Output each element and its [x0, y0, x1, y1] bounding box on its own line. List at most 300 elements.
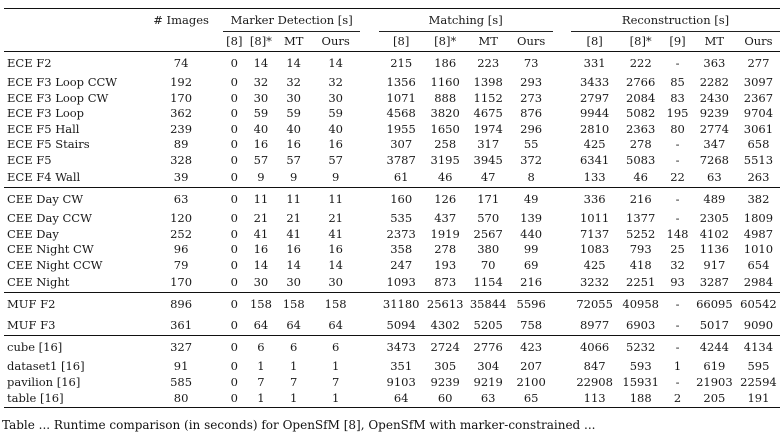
marker-detection-cell: 16 — [253, 242, 269, 256]
spacer — [553, 188, 571, 212]
spacer — [360, 336, 378, 360]
reconstruction-cell: 7268 — [699, 152, 729, 167]
marker-detection-cell: 0 — [230, 359, 238, 373]
spacer — [360, 91, 378, 107]
reconstruction-cell: 22 — [670, 170, 685, 184]
image-count: 239 — [170, 121, 193, 136]
table-row — [4, 168, 780, 188]
spacer — [360, 153, 378, 169]
reconstruction-cell: 6903 — [626, 318, 656, 332]
reconstruction-cell: 2282 — [699, 75, 729, 89]
reconstruction-cell: 5083 — [626, 152, 656, 167]
reconstruction-cell: 25 — [670, 242, 685, 256]
reconstruction-cell: 1809 — [743, 211, 774, 225]
reconstruction-cell: 2305 — [699, 211, 729, 225]
spacer — [553, 91, 571, 107]
image-count: 80 — [139, 390, 223, 408]
spacer — [553, 227, 571, 243]
reconstruction-cell: 195 — [666, 106, 689, 120]
image-count: 252 — [170, 226, 193, 241]
matching-cell: 49 — [510, 188, 553, 212]
spacer — [553, 106, 571, 122]
matching-cell: 372 — [520, 152, 543, 167]
reconstruction-cell: 5017 — [699, 318, 729, 332]
reconstruction-cell: 793 — [629, 242, 652, 256]
table-row — [4, 390, 780, 408]
col-md-ours: Ours — [321, 34, 350, 48]
matching-cell: 2373 — [386, 226, 416, 241]
marker-detection-cell: 1 — [311, 390, 360, 408]
marker-detection-cell: 1 — [290, 359, 298, 373]
image-count: 89 — [173, 137, 189, 151]
matching-cell: 9219 — [473, 374, 503, 389]
reconstruction-cell: 32 — [670, 257, 685, 272]
marker-detection-cell: 9 — [257, 170, 265, 184]
spacer — [360, 75, 378, 91]
table-row — [4, 153, 780, 169]
reconstruction-cell: - — [675, 137, 680, 151]
matching-cell: 9239 — [430, 374, 460, 389]
marker-detection-cell: 30 — [286, 275, 301, 289]
col-mt-8star: [8]* — [434, 34, 457, 48]
matching-cell: 69 — [523, 257, 539, 272]
matching-cell: 3195 — [430, 152, 460, 167]
image-count: 192 — [170, 75, 193, 89]
marker-detection-cell: 21 — [253, 211, 269, 225]
marker-detection-cell: 6 — [276, 336, 311, 360]
reconstruction-cell: 4244 — [692, 336, 737, 360]
matching-cell: 307 — [390, 137, 413, 151]
reconstruction-cell: 654 — [747, 257, 770, 272]
matching-cell: 5205 — [473, 318, 503, 332]
matching-cell: 70 — [480, 257, 496, 272]
reconstruction-cell: 489 — [692, 188, 737, 212]
dataset-name: ECE F5 Hall — [7, 121, 80, 136]
reconstruction-cell: 619 — [703, 359, 726, 373]
reconstruction-cell: 21903 — [696, 374, 733, 389]
marker-detection-cell: 0 — [230, 75, 238, 89]
header-reconstruction: Reconstruction [s] — [571, 9, 780, 32]
dataset-name: CEE Night — [7, 275, 70, 289]
header-matching: Matching [s] — [379, 9, 553, 32]
spacer — [553, 75, 571, 91]
reconstruction-cell: 9944 — [579, 106, 610, 120]
reconstruction-cell: 40958 — [618, 293, 663, 317]
matching-cell: 296 — [520, 121, 543, 136]
matching-cell: 247 — [390, 257, 413, 272]
dataset-name: CEE Day — [7, 226, 59, 241]
marker-detection-cell: 59 — [328, 106, 343, 120]
marker-detection-cell: 41 — [328, 226, 343, 241]
spacer — [360, 106, 378, 122]
reconstruction-cell: 1083 — [579, 242, 610, 256]
matching-cell: 186 — [424, 52, 467, 76]
reconstruction-cell: 2774 — [699, 121, 729, 136]
reconstruction-cell: 4987 — [743, 226, 774, 241]
marker-detection-cell: 0 — [230, 152, 238, 167]
image-count: 327 — [139, 336, 223, 360]
table-body — [4, 52, 780, 408]
dataset-name: ECE F2 — [4, 52, 139, 76]
matching-cell: 193 — [434, 257, 457, 272]
reconstruction-cell: 63 — [707, 170, 722, 184]
matching-cell: 46 — [437, 170, 453, 184]
spacer — [553, 153, 571, 169]
table-row — [4, 137, 780, 153]
reconstruction-cell: 5232 — [618, 336, 663, 360]
matching-cell: 358 — [390, 242, 413, 256]
marker-detection-cell: 0 — [223, 293, 246, 317]
marker-detection-cell: 0 — [223, 390, 246, 408]
spacer — [553, 122, 571, 138]
spacer — [553, 316, 571, 336]
matching-cell: 317 — [477, 137, 500, 151]
marker-detection-cell: 32 — [286, 75, 301, 89]
image-count: 362 — [170, 106, 193, 120]
spacer — [553, 211, 571, 227]
reconstruction-cell: 3061 — [743, 121, 774, 136]
reconstruction-cell: 2363 — [626, 121, 656, 136]
marker-detection-cell: 0 — [230, 121, 238, 136]
matching-cell: 273 — [520, 90, 543, 105]
reconstruction-cell: 2430 — [699, 90, 729, 105]
spacer — [360, 316, 378, 336]
header-row-methods — [4, 32, 780, 52]
col-rc-mt: MT — [704, 34, 725, 48]
reconstruction-cell: 425 — [583, 137, 606, 151]
reconstruction-cell: 658 — [747, 137, 770, 151]
col-rc-ours: Ours — [744, 34, 773, 48]
reconstruction-cell: 4066 — [571, 336, 618, 360]
image-count: 896 — [139, 293, 223, 317]
marker-detection-cell: 41 — [286, 226, 301, 241]
image-count: 74 — [139, 52, 223, 76]
matching-cell: 258 — [434, 137, 457, 151]
image-count: 328 — [170, 152, 193, 167]
reconstruction-cell: - — [663, 293, 692, 317]
reconstruction-cell: 148 — [666, 226, 689, 241]
matching-cell: 1955 — [386, 121, 416, 136]
reconstruction-cell: 3433 — [579, 75, 610, 89]
spacer — [360, 390, 378, 408]
reconstruction-cell: 22908 — [576, 374, 613, 389]
dataset-name: ECE F5 Stairs — [7, 137, 90, 151]
marker-detection-cell: 9 — [331, 170, 340, 184]
reconstruction-cell: - — [675, 318, 680, 332]
dataset-name: ECE F3 Loop — [7, 106, 85, 120]
matching-cell: 215 — [379, 52, 424, 76]
table-row — [4, 122, 780, 138]
table-row — [4, 359, 780, 375]
marker-detection-cell: 158 — [246, 293, 277, 317]
matching-cell: 160 — [379, 188, 424, 212]
matching-cell: 35844 — [467, 293, 510, 317]
reconstruction-cell: 15931 — [622, 374, 659, 389]
reconstruction-cell: 2797 — [579, 90, 610, 105]
matching-cell: 3945 — [473, 152, 503, 167]
reconstruction-cell: 66095 — [692, 293, 737, 317]
matching-cell: 65 — [510, 390, 553, 408]
table-row — [4, 242, 780, 258]
matching-cell: 64 — [379, 390, 424, 408]
marker-detection-cell: 40 — [328, 121, 343, 136]
reconstruction-cell: 9704 — [743, 106, 774, 120]
spacer — [553, 359, 571, 375]
marker-detection-cell: 30 — [328, 90, 343, 105]
marker-detection-cell: 40 — [253, 121, 269, 136]
marker-detection-cell: 158 — [311, 293, 360, 317]
marker-detection-cell: 1 — [331, 359, 340, 373]
marker-detection-cell: 0 — [230, 137, 238, 151]
matching-cell: 535 — [390, 211, 413, 225]
matching-cell: 216 — [520, 275, 543, 289]
reconstruction-cell: 93 — [670, 275, 685, 289]
marker-detection-cell: 57 — [286, 152, 301, 167]
reconstruction-cell: 3287 — [699, 275, 729, 289]
reconstruction-cell: - — [675, 211, 680, 225]
spacer — [360, 293, 378, 317]
matching-cell: 876 — [520, 106, 543, 120]
marker-detection-cell: 40 — [286, 121, 301, 136]
marker-detection-cell: 14 — [311, 52, 360, 76]
table-row — [4, 188, 780, 212]
marker-detection-cell: 30 — [253, 275, 269, 289]
spacer — [360, 52, 378, 76]
table-row — [4, 52, 780, 76]
marker-detection-cell: 16 — [286, 242, 301, 256]
marker-detection-cell: 14 — [246, 52, 277, 76]
marker-detection-cell: 7 — [290, 374, 298, 389]
dataset-name: ECE F3 Loop CCW — [7, 75, 118, 89]
header-dataset — [4, 9, 139, 32]
reconstruction-cell: 363 — [692, 52, 737, 76]
marker-detection-cell: 16 — [328, 137, 343, 151]
image-count: 585 — [170, 374, 193, 389]
marker-detection-cell: 11 — [311, 188, 360, 212]
dataset-name: table [16] — [4, 390, 139, 408]
dataset-name: MUF F2 — [4, 293, 139, 317]
marker-detection-cell: 0 — [223, 336, 246, 360]
matching-cell: 99 — [523, 242, 539, 256]
matching-cell: 3820 — [430, 106, 460, 120]
spacer — [360, 137, 378, 153]
col-rc-8star: [8]* — [629, 34, 652, 48]
matching-cell: 437 — [434, 211, 457, 225]
reconstruction-cell: 1136 — [699, 242, 729, 256]
col-mt-mt: MT — [478, 34, 498, 48]
matching-cell: 351 — [390, 359, 413, 373]
dataset-name: ECE F4 Wall — [7, 170, 81, 184]
matching-cell: 1152 — [473, 90, 503, 105]
matching-cell: 380 — [477, 242, 500, 256]
col-rc-8: [8] — [586, 34, 603, 48]
marker-detection-cell: 41 — [253, 226, 269, 241]
matching-cell: 4568 — [386, 106, 416, 120]
reconstruction-cell: 205 — [692, 390, 737, 408]
reconstruction-cell: - — [663, 188, 692, 212]
reconstruction-cell: 7137 — [579, 226, 610, 241]
table-row — [4, 227, 780, 243]
matching-cell: 1974 — [473, 121, 503, 136]
marker-detection-cell: 30 — [286, 90, 301, 105]
dataset-name: ECE F5 — [7, 152, 52, 167]
matching-cell: 63 — [467, 390, 510, 408]
reconstruction-cell: 60542 — [737, 293, 780, 317]
image-count: 79 — [173, 257, 189, 272]
reconstruction-cell: 425 — [583, 257, 606, 272]
reconstruction-cell: 3097 — [743, 75, 774, 89]
matching-cell: 9103 — [386, 374, 416, 389]
marker-detection-cell: 11 — [276, 188, 311, 212]
table-row — [4, 211, 780, 227]
matching-cell: 888 — [434, 90, 457, 105]
marker-detection-cell: 16 — [328, 242, 343, 256]
marker-detection-cell: 21 — [328, 211, 343, 225]
dataset-name: CEE Day CW — [4, 188, 139, 212]
matching-cell: 5094 — [386, 318, 416, 332]
reconstruction-cell: 4134 — [737, 336, 780, 360]
reconstruction-cell: 2984 — [743, 275, 774, 289]
marker-detection-cell: 0 — [230, 90, 238, 105]
marker-detection-cell: 64 — [328, 318, 343, 332]
marker-detection-cell: 57 — [328, 152, 343, 167]
reconstruction-cell: 113 — [571, 390, 618, 408]
table-row — [4, 75, 780, 91]
spacer — [360, 273, 378, 293]
reconstruction-cell: 4102 — [699, 226, 729, 241]
table-row — [4, 91, 780, 107]
marker-detection-cell: 16 — [253, 137, 269, 151]
matching-cell: 126 — [424, 188, 467, 212]
reconstruction-cell: 5082 — [626, 106, 656, 120]
matching-cell: 4675 — [473, 106, 503, 120]
marker-detection-cell: 6 — [311, 336, 360, 360]
reconstruction-cell: 593 — [629, 359, 652, 373]
table-row — [4, 106, 780, 122]
reconstruction-cell: 85 — [670, 75, 685, 89]
matching-cell: 2100 — [516, 374, 546, 389]
matching-cell: 31180 — [379, 293, 424, 317]
reconstruction-cell: 191 — [737, 390, 780, 408]
spacer — [553, 273, 571, 293]
image-count: 361 — [170, 318, 193, 332]
marker-detection-cell: 6 — [246, 336, 277, 360]
spacer — [553, 336, 571, 360]
header-row-groups — [4, 9, 780, 32]
marker-detection-cell: 32 — [328, 75, 343, 89]
reconstruction-cell: 336 — [571, 188, 618, 212]
matching-cell: 2724 — [424, 336, 467, 360]
marker-detection-cell: 0 — [230, 318, 238, 332]
reconstruction-cell: 8977 — [579, 318, 610, 332]
marker-detection-cell: 0 — [230, 226, 238, 241]
spacer — [360, 227, 378, 243]
marker-detection-cell: 59 — [253, 106, 269, 120]
reconstruction-cell: 2 — [663, 390, 692, 408]
reconstruction-cell: 347 — [703, 137, 726, 151]
reconstruction-cell: 263 — [747, 170, 770, 184]
reconstruction-cell: 1377 — [626, 211, 656, 225]
reconstruction-cell: 83 — [670, 90, 685, 105]
spacer — [360, 359, 378, 375]
spacer — [360, 375, 378, 391]
matching-cell: 1650 — [430, 121, 460, 136]
table-row — [4, 336, 780, 360]
marker-detection-cell: 0 — [230, 242, 238, 256]
reconstruction-cell: 5513 — [743, 152, 774, 167]
matching-cell: 440 — [520, 226, 543, 241]
marker-detection-cell: 59 — [286, 106, 301, 120]
marker-detection-cell: 1 — [246, 390, 277, 408]
image-count: 170 — [170, 275, 193, 289]
matching-cell: 1071 — [386, 90, 416, 105]
spacer — [553, 168, 571, 188]
spacer — [360, 211, 378, 227]
spacer — [553, 137, 571, 153]
table-caption: Table ... Runtime comparison (in seconds) for OpenSfM [8], OpenSfM with marker-constrained ... — [2, 418, 596, 432]
matching-cell: 223 — [467, 52, 510, 76]
spacer — [553, 258, 571, 274]
reconstruction-cell: 2251 — [626, 275, 656, 289]
matching-cell: 4302 — [430, 318, 460, 332]
matching-cell: 570 — [477, 211, 500, 225]
matching-cell: 1154 — [473, 275, 503, 289]
table-row — [4, 258, 780, 274]
reconstruction-cell: 9090 — [743, 318, 774, 332]
marker-detection-cell: 57 — [253, 152, 269, 167]
image-count: 63 — [139, 188, 223, 212]
reconstruction-cell: - — [663, 336, 692, 360]
reconstruction-cell: 1010 — [743, 242, 774, 256]
marker-detection-cell: 7 — [257, 374, 265, 389]
spacer — [553, 390, 571, 408]
dataset-name: CEE Night CCW — [7, 257, 103, 272]
dataset-name: MUF F3 — [7, 318, 56, 332]
header-images: # Images — [139, 9, 223, 32]
marker-detection-cell: 0 — [230, 374, 238, 389]
reconstruction-cell: 382 — [737, 188, 780, 212]
image-count: 96 — [173, 242, 189, 256]
matching-cell: 1093 — [386, 275, 416, 289]
matching-cell: 278 — [434, 242, 457, 256]
matching-cell: 2567 — [473, 226, 503, 241]
reconstruction-cell: - — [675, 152, 680, 167]
reconstruction-cell: - — [663, 52, 692, 76]
reconstruction-cell: 847 — [583, 359, 606, 373]
marker-detection-cell: 1 — [276, 390, 311, 408]
dataset-name: pavilion [16] — [7, 374, 81, 389]
reconstruction-cell: 9239 — [699, 106, 729, 120]
matching-cell: 1160 — [430, 75, 460, 89]
matching-cell: 873 — [434, 275, 457, 289]
reconstruction-cell: 595 — [747, 359, 770, 373]
reconstruction-cell: 418 — [629, 257, 652, 272]
spacer — [360, 258, 378, 274]
matching-cell: 3787 — [386, 152, 416, 167]
marker-detection-cell: 14 — [253, 257, 269, 272]
matching-cell: 293 — [520, 75, 543, 89]
matching-cell: 304 — [477, 359, 500, 373]
reconstruction-cell: 216 — [618, 188, 663, 212]
col-mt-ours: Ours — [517, 34, 546, 48]
reconstruction-cell: 5252 — [626, 226, 656, 241]
marker-detection-cell: 158 — [276, 293, 311, 317]
spacer — [360, 242, 378, 258]
matching-cell: 3473 — [379, 336, 424, 360]
marker-detection-cell: 32 — [253, 75, 269, 89]
image-count: 39 — [173, 170, 189, 184]
matching-cell: 1356 — [386, 75, 416, 89]
